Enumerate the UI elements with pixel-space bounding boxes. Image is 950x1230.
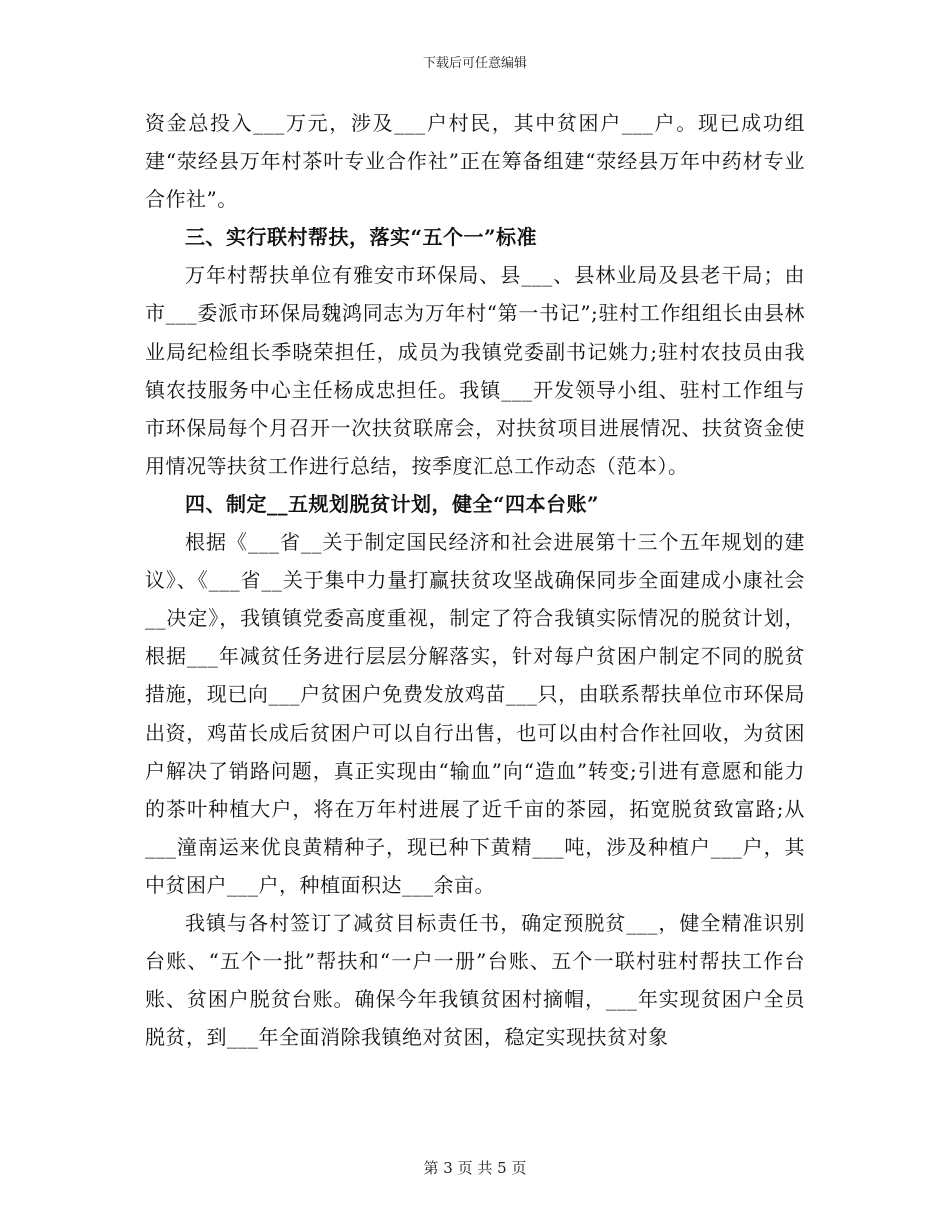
paragraph-2: 万年村帮扶单位有雅安市环保局、县___、县林业局及县老干局；由市___委派市环保局魏鸿同志为万年村“第一书记”;驻村工作组组长由县林业局纪检组长季晓荣担任，成员为我镇党委副书记姚力;驻村农技员由我镇农技服务中心主任杨成忠担任。我镇___开发领导小组、驻村工作组与市环保局每个月召开一次扶贫联席会，对扶贫项目进展情况、扶贫资金使用情况等扶贫工作进行总结，按季度汇总工作动态（范本）。 [145, 263, 805, 478]
page-footer: 第 3 页 共 5 页 [423, 1159, 527, 1177]
section-heading-3: 三、实行联村帮扶，落实“五个一”标准 [185, 225, 538, 250]
page-header: 下载后可任意编辑 [422, 56, 527, 71]
paragraph-1: 资金总投入___万元，涉及___户村民，其中贫困户___户。现已成功组建“荥经县万年村茶叶专业合作社”正在筹备组建“荥经县万年中药材专业合作社”。 [145, 111, 805, 212]
document-body [145, 104, 805, 1056]
section-heading-4: 四、制定__五规划脱贫计划，健全“四本台账” [185, 491, 600, 516]
paragraph-4: 我镇与各村签订了减贫目标责任书，确定预脱贫___，健全精准识别台账、“五个一批”帮扶和“一户一册”台账、五个一联村驻村帮扶工作台账、贫困户脱贫台账。确保今年我镇贫困村摘帽，___年实现贫困户全员脱贫，到___年全面消除我镇绝对贫困，稳定实现扶贫对象 [145, 910, 805, 1050]
paragraph-3: 根据《___省__关于制定国民经济和社会进展第十三个五年规划的建议》、《___省__关于集中力量打赢扶贫攻坚战确保同步全面建成小康社会__决定》，我镇镇党委高度重视，制定了符合我镇实际情况的脱贫计划，根据___年减贫任务进行层层分解落实，针对每户贫困户制定不同的脱贫措施，现已向___户贫困户免费发放鸡苗___只，由联系帮扶单位市环保局出资，鸡苗长成后贫困户可以自行出售，也可以由村合作社回收，为贫困户解决了销路问题，真正实现由“输血”向“造血”转变;引进有意愿和能力的茶叶种植大户，将在万年村进展了近千亩的茶园，拓宽脱贫致富路;从___潼南运来优良黄精种子，现已种下黄精___吨，涉及种植户___户，其中贫困户___户，种植面积达___余亩。 [145, 530, 805, 897]
